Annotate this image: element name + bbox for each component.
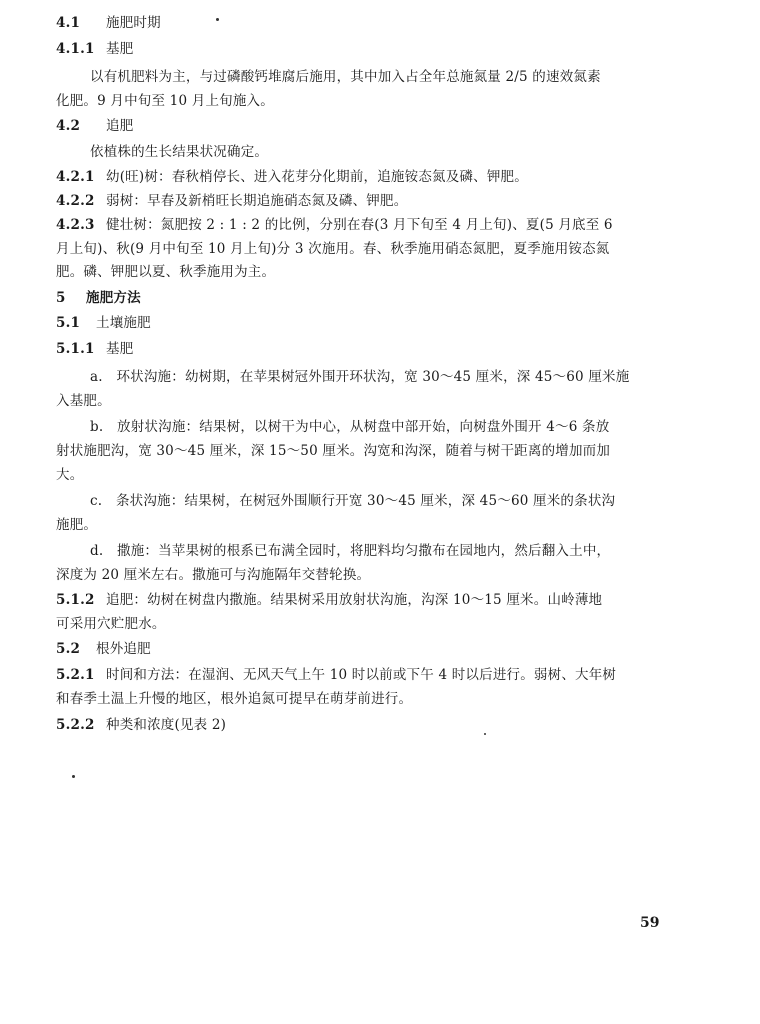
item-5-2-2 [56,716,686,735]
paragraph-line: a. 环状沟施：幼树期，在苹果树冠外围开环状沟，宽 30～45 厘米，深 45～60 厘米施 [90,369,630,385]
paragraph-line: 深度为 20 厘米左右。撒施可与沟施隔年交替轮换。 [56,567,371,583]
paragraph-line: 月上旬)、秋(9 月中旬至 10 月上旬)分 3 次施用。春、秋季施用硝态氮肥，夏季施用铵态氮 [56,241,610,257]
item-5-2-1 [56,666,686,685]
item-text: 幼(旺)树：春秋梢停长、进入花芽分化期前，追施铵态氮及磷、钾肥。 [106,169,528,185]
section-number: 4.1.1 [56,41,95,57]
scan-speck [216,18,219,21]
section-number: 4.2.3 [56,217,95,233]
paragraph-line: 大。 [56,467,84,483]
section-number: 4.1 [56,15,81,31]
section-number: 5.1.2 [56,592,95,608]
heading-4-2 [56,117,686,136]
paragraph-line: 可采用穴贮肥水。 [56,616,166,632]
item-text: 弱树：早春及新梢旺长期追施硝态氮及磷、钾肥。 [106,193,408,209]
section-number: 4.2.2 [56,193,95,209]
item-text: 健壮树：氮肥按 2 : 1 : 2 的比例，分别在春(3 月下旬至 4 月上旬)、夏(5 月底至 6 [106,217,613,233]
section-number: 4.2.1 [56,169,95,185]
item-4-2-3 [56,216,686,235]
paragraph-line: 射状施肥沟，宽 30～45 厘米，深 15～50 厘米。沟宽和沟深，随着与树干距离的增加而加 [56,443,611,459]
heading-4-1 [56,14,686,33]
item-text: 追肥：幼树在树盘内撒施。结果树采用放射状沟施，沟深 10～15 厘米。山岭薄地 [106,592,603,608]
section-title: 基肥 [106,341,134,357]
heading-4-1-1 [56,40,686,59]
section-number: 5.2 [56,641,81,657]
paragraph-line: 和春季土温上升慢的地区，根外追氮可提早在萌芽前进行。 [56,691,413,707]
paragraph-line: 以有机肥料为主，与过磷酸钙堆腐后施用，其中加入占全年总施氮量 2/5 的速效氮素 [90,69,601,85]
paragraph-line: 入基肥。 [56,393,111,409]
section-number: 5.1 [56,315,81,331]
section-number: 5.1.1 [56,341,95,357]
paragraph-line: c. 条状沟施：结果树，在树冠外围顺行开宽 30～45 厘米，深 45～60 厘米的条状沟 [90,493,616,509]
heading-5-1-1 [56,340,686,359]
item-4-2-2 [56,192,686,211]
paragraph-line: 肥。磷、钾肥以夏、秋季施用为主。 [56,264,276,280]
section-number: 5.2.2 [56,717,95,733]
paragraph-line: d. 撒施：当苹果树的根系已布满全园时，将肥料均匀撒布在园地内，然后翻入土中， [90,543,611,559]
section-number: 5 [56,290,66,306]
paragraph-line: b. 放射状沟施：结果树，以树干为中心，从树盘中部开始，向树盘外围开 4～6 条放 [90,419,610,435]
paragraph-line: 施肥。 [56,517,98,533]
heading-5 [56,289,686,308]
section-title: 根外追肥 [96,641,151,657]
item-text: 种类和浓度(见表 2) [106,717,227,733]
section-title: 施肥方法 [86,290,141,306]
scan-speck [484,733,486,735]
paragraph-line: 化肥。9 月中旬至 10 月上旬施入。 [56,93,274,109]
item-5-1-2 [56,591,686,610]
heading-5-2 [56,640,686,659]
section-title: 施肥时期 [106,15,161,31]
item-text: 时间和方法：在湿润、无风天气上午 10 时以前或下午 4 时以后进行。弱树、大年树 [106,667,617,683]
heading-5-1 [56,314,686,333]
section-title: 基肥 [106,41,134,57]
item-4-2-1 [56,168,686,187]
section-number: 5.2.1 [56,667,95,683]
page-number: 59 [640,915,660,931]
section-title: 追肥 [106,118,134,134]
section-number: 4.2 [56,118,81,134]
paragraph-line: 依植株的生长结果状况确定。 [90,144,269,160]
scan-speck [72,775,75,778]
section-title: 土壤施肥 [96,315,151,331]
